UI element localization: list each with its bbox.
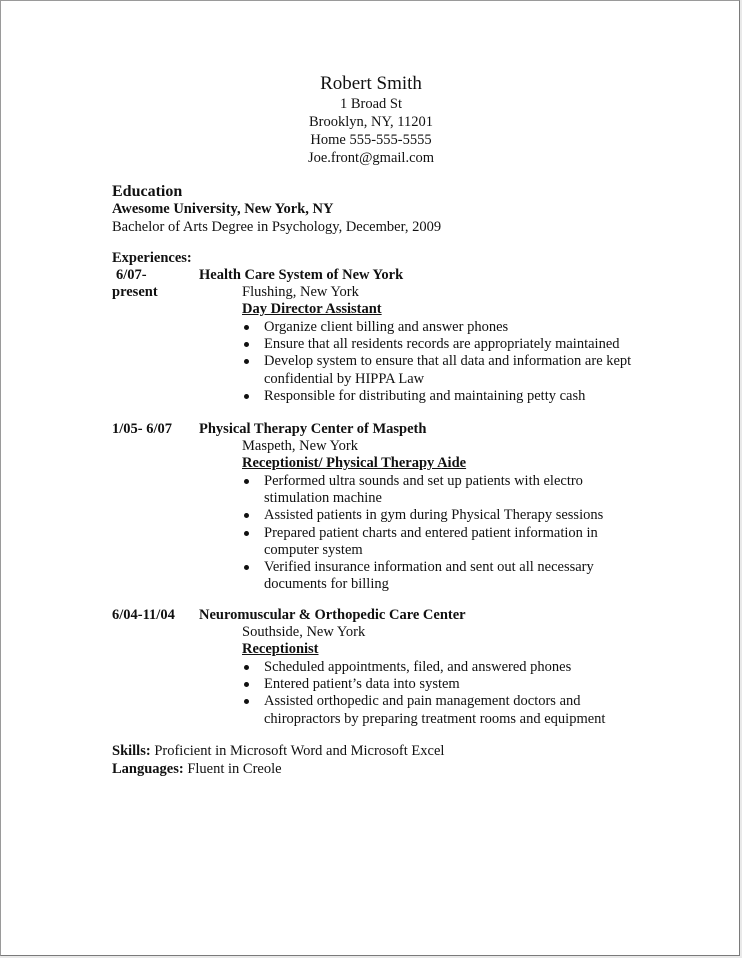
phone-number: Home 555-555-5555 — [310, 132, 432, 148]
experiences-heading: Experiences: — [112, 250, 192, 266]
duty-item: Performed ultra sounds and set up patients with electro stimulation machine — [242, 473, 632, 507]
skills-section — [112, 743, 444, 778]
duty-item: Develop system to ensure that all data and information are kept confidential by HIPPA Law — [242, 353, 632, 387]
job-title: Receptionist/ Physical Therapy Aide — [242, 455, 467, 471]
school-name: Awesome University, New York, NY — [112, 201, 334, 217]
job-date-end: present — [112, 284, 158, 301]
job-entry — [112, 421, 672, 591]
skills-value: Proficient in Microsoft Word and Microsoft Excel — [150, 743, 445, 759]
duty-item: Assisted patients in gym during Physical Therapy sessions — [242, 507, 632, 524]
resume-header — [1, 73, 741, 167]
languages-line — [112, 761, 444, 779]
job-entry — [112, 267, 672, 407]
job-duties — [242, 473, 632, 593]
duty-item: Ensure that all residents records are appropriately maintained — [242, 336, 632, 353]
experiences-heading-wrap — [112, 250, 712, 268]
duty-item: Verified insurance information and sent out all necessary documents for billing — [242, 559, 632, 593]
job-location: Southside, New York — [242, 624, 366, 640]
street-address: 1 Broad St — [339, 96, 403, 112]
skills-line — [112, 743, 444, 761]
job-duties — [242, 659, 622, 728]
degree-line: Bachelor of Arts Degree in Psychology, December, 2009 — [112, 218, 442, 235]
education-section — [112, 182, 712, 236]
job-date: 1/05- 6/07 — [112, 421, 173, 437]
employer-name: Neuromuscular & Orthopedic Care Center — [199, 607, 466, 623]
languages-label: Languages: — [112, 760, 184, 777]
job-location: Maspeth, New York — [242, 438, 358, 454]
job-title: Receptionist — [242, 641, 319, 657]
duty-item: Organize client billing and answer phones — [242, 319, 632, 336]
job-date-start: 6/07- — [116, 267, 147, 283]
job-location: Flushing, New York — [242, 284, 359, 300]
city-state-zip: Brooklyn, NY, 11201 — [308, 114, 434, 130]
job-duties — [242, 319, 632, 405]
applicant-name: Robert Smith — [320, 73, 422, 94]
skills-label: Skills: — [112, 743, 151, 759]
job-date — [112, 267, 158, 301]
duty-item: Prepared patient charts and entered patient information in computer system — [242, 525, 632, 559]
job-title: Day Director Assistant — [242, 301, 382, 317]
duty-item: Scheduled appointments, filed, and answered phones — [242, 659, 622, 676]
duty-item: Responsible for distributing and maintaining petty cash — [242, 388, 632, 405]
employer-name: Health Care System of New York — [199, 267, 404, 283]
duty-item: Entered patient’s data into system — [242, 676, 622, 693]
languages-value: Fluent in Creole — [183, 760, 282, 777]
education-heading: Education — [112, 183, 183, 200]
job-date: 6/04-11/04 — [112, 607, 175, 623]
duty-item: Assisted orthopedic and pain management doctors and chiropractors by preparing treatment rooms and equipment — [242, 693, 622, 727]
job-entry — [112, 607, 672, 732]
employer-name: Physical Therapy Center of Maspeth — [199, 421, 427, 437]
email-address: Joe.front@gmail.com — [307, 150, 435, 166]
